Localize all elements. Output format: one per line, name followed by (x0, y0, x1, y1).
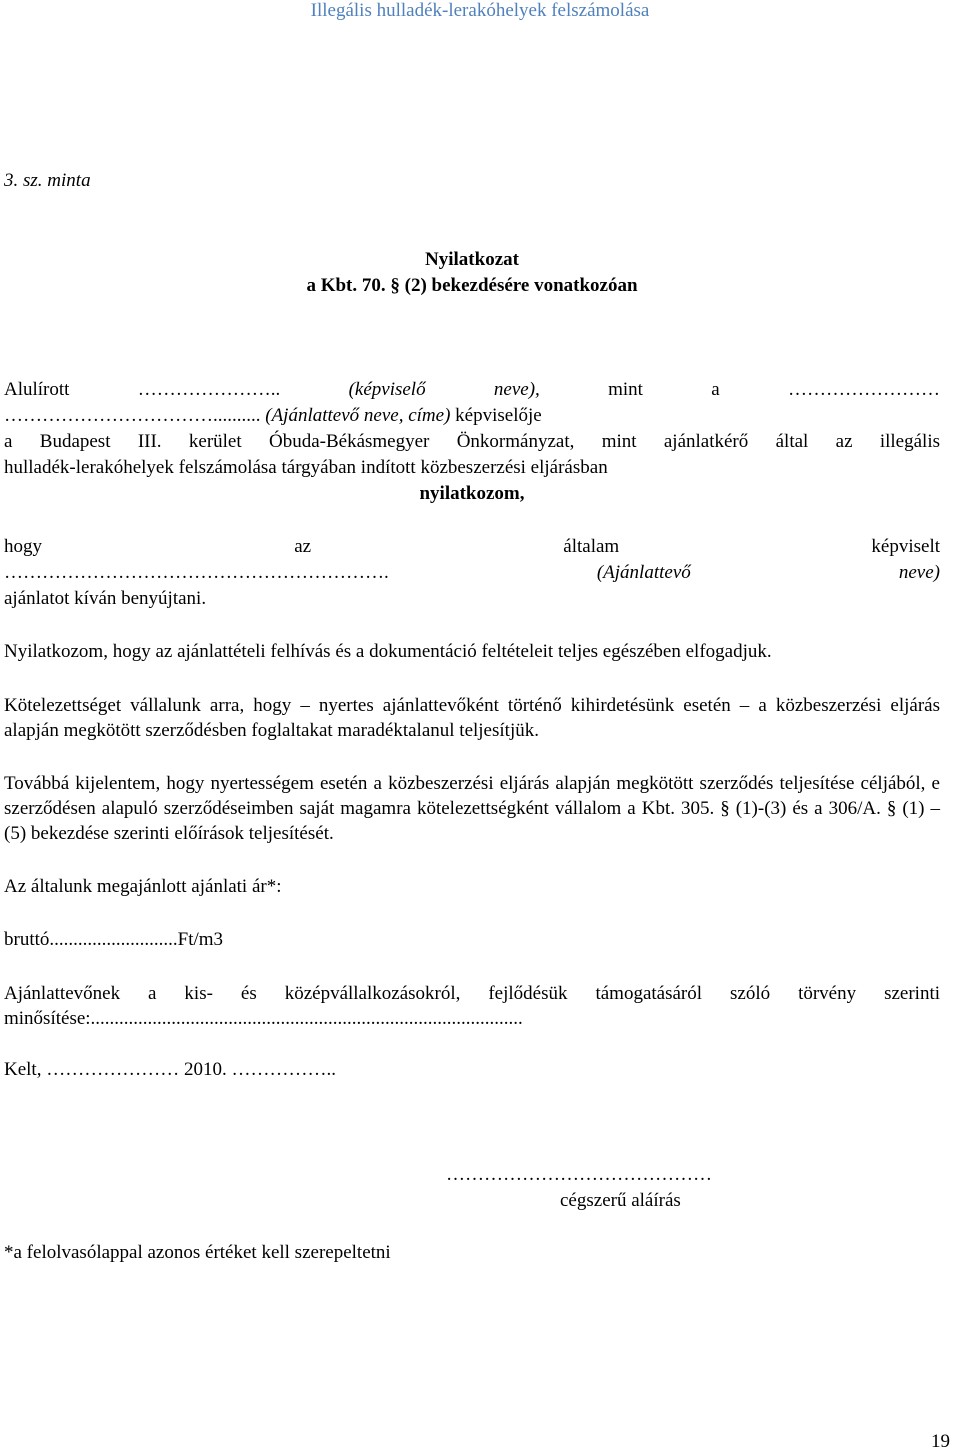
intro-line-2: …………………………….......... (Ajánlattevő neve, címe) képviselője (4, 405, 542, 426)
intro-line-3: a Budapest III. kerület Óbuda-Békásmegyer Önkormányzat, mint ajánlatkérő által az illegális (4, 431, 940, 452)
running-header: Illegális hulladék-lerakóhelyek felszámolása (310, 0, 650, 21)
doc-title: Nyilatkozat (425, 249, 519, 270)
signature-line: …………………………………… (446, 1164, 712, 1185)
declare-heading: nyilatkozom, (419, 483, 525, 504)
paragraph-accept-terms: Nyilatkozom, hogy az ajánlattételi felhívás és a dokumentáció feltételeit teljes egészében elfogadjuk. (4, 641, 772, 662)
date-line: Kelt, ………………… 2010. …………….. (4, 1059, 336, 1080)
paragraph-sme-status: Ajánlattevőnek a kis- és középvállalkozásokról, fejlődésük támogatásáról szóló törvény szerinti minősítése:........................................................................................... (4, 983, 940, 1029)
doc-subtitle: a Kbt. 70. § (2) bekezdésére vonatkozóan (306, 275, 638, 296)
signature-label: cégszerű aláírás (560, 1190, 681, 1211)
paragraph-contract: Továbbá kijelentem, hogy nyertességem esetén a közbeszerzési eljárás alapján megkötött szerződés teljesítése céljából, e szerződésen alapuló szerződéseimben saját magamra kötelezettségként vállalom a Kbt. 305. § (1)-(3) és a 306/A. § (1) –(5) bekezdése szerinti előírások teljesítését. (4, 773, 940, 844)
footnote: *a felolvasólappal azonos értéket kell szerepeltetni (4, 1242, 391, 1263)
intro-line-4: hulladék-lerakóhelyek felszámolása tárgyában indított közbeszerzési eljárásban (4, 457, 608, 478)
gross-price-line: bruttó...........................Ft/m3 (4, 929, 224, 950)
hogy-line-3: ajánlatot kíván benyújtani. (4, 588, 207, 609)
price-intro: Az általunk megajánlott ajánlati ár*: (4, 876, 282, 897)
hogy-line-2: ……………………………………………………. (Ajánlattevő neve) (4, 562, 940, 583)
sample-label: 3. sz. minta (4, 170, 91, 191)
hogy-line-1: hogy az általam képviselt (4, 536, 941, 557)
intro-line-1: Alulírott ………………….. (képviselő neve), mint a …………………… (4, 379, 941, 400)
paragraph-obligation: Kötelezettséget vállalunk arra, hogy – nyertes ajánlattevőként történő kihirdetésünk esetén – a közbeszerzési eljárás alapján megkötött szerződésben foglaltakat maradéktalanul teljesítjük. (4, 695, 940, 741)
page-number: 19 (931, 1431, 950, 1452)
